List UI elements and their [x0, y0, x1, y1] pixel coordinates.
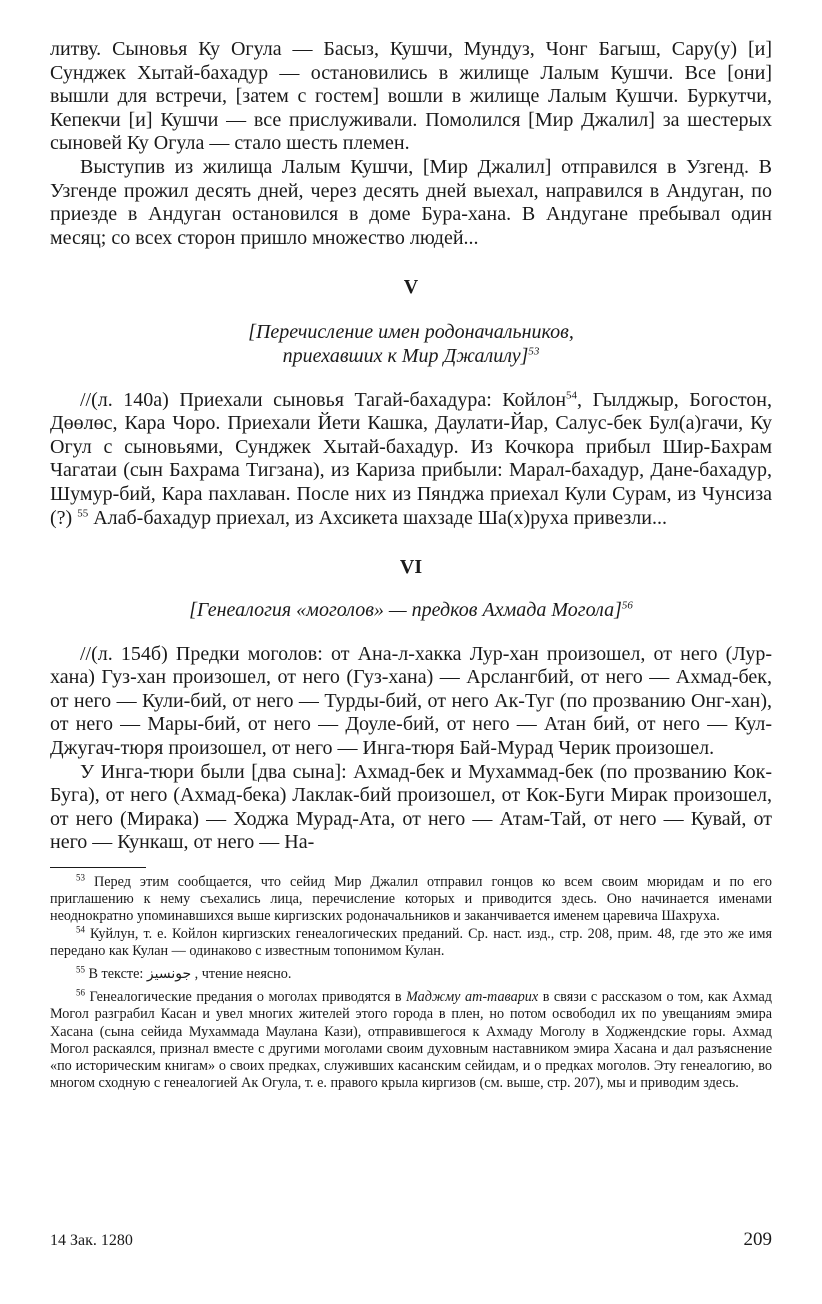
- footnote-54-text: Куйлун, т. е. Койлон киргизских генеалогических преданий. Ср. наст. изд., стр. 208, прим. 48, где это же имя передано как Кулан — одинаково с известным топонимом Кулан.: [50, 925, 772, 959]
- footnote-53: [50, 874, 772, 926]
- printer-signature: 14 Зак. 1280: [50, 1232, 133, 1249]
- section-5-paragraph: [50, 389, 772, 531]
- section-6-title: [50, 599, 772, 623]
- section-5-text-a: //(л. 140а) Приехали сыновья Тагай-бахадура: Койлон: [80, 388, 567, 411]
- footnote-55-arabic: جونسيز: [146, 966, 192, 983]
- footnote-55-text-a: В тексте:: [88, 966, 147, 983]
- section-6-paragraph-2: У Инга-тюри были [два сына]: Ахмад-бек и Мухаммад-бек (по прозванию Кок-Буга), от него (Ахмад-бека) Лаклак-бий произошел, от Кок-Буги Мирак произошел, от него (Мирака) — Ходжа Мурад-Ата, от него — Атам-Тай, от него — Кувай, от него — Кункаш, от него — На-: [50, 760, 772, 854]
- page-body: [50, 38, 772, 1092]
- footnote-54-number: 54: [76, 923, 85, 934]
- footnote-53-text: Перед этим сообщается, что сейид Мир Джалил отправил гонцов ко всем своим мюридам и по его приглашению к нему съехались лица, перечисление которых и приводится здесь. Оно начинается именами неоднократно упоминавшихся выше киргизских родоначальников и заканчивается именем царевича Шахруха.: [50, 874, 772, 925]
- footnote-55-number: 55: [76, 964, 85, 975]
- footnote-56-text-b: в связи с рассказом о том, как Ахмад Могол разграбил Касан и увел многих жителей этого города в плен, но потом освободил их по увещаниям эмира Хасана (сына сейида Мухаммада Маулана Кази), отправившегося к Ахмаду Моголу в Ходжендские горы. Ахмад Могол раскаялся, признал вместе с другими моголами своим духовным наставником эмира Хасана и дал разъяснение «по историческим книгам» о своих предках, служивших касанским сейидам, и о предках моголов. Эту генеалогию, во многом сходную с генеалогией Ак Огула, т. е. правого крыла киргизов (см. выше, стр. 207), мы и приводим здесь.: [50, 989, 773, 1092]
- footnote-56-text-a: Генеалогические предания о моголах приводятся в: [89, 989, 407, 1006]
- footnote-56-number: 56: [76, 987, 85, 998]
- footnote-ref-55: 55: [77, 506, 89, 519]
- section-6-title-text: [Генеалогия «моголов» — предков Ахмада Могола]: [189, 599, 622, 622]
- section-6-numeral: VI: [399, 556, 423, 579]
- page-number: 209: [743, 1229, 772, 1250]
- footnote-55: [50, 966, 772, 983]
- section-6-paragraph-1: //(л. 154б) Предки моголов: от Ана-л-хакка Лур-хан произошел, от него (Лур-хана) Гуз-хан произошел, от него (Гуз-хана) — Арслангбий, от него — Ахмад-бек, от него — Кули-бий, от него — Турды-бий, от него Ак-Туг (по прозванию Онг-хан), от него — Мары-бий, от него — Доуле-бий, от него — Атан бий, от него — Кул-Джугач-тюря произошел, от него — Инга-тюря Бай-Мурад Черик произошел.: [50, 642, 772, 760]
- footnote-ref-54: 54: [566, 388, 578, 401]
- footnote-ref-56: 56: [621, 599, 633, 612]
- section-5-text-b: , Гылджыр, Богостон, Дөөлөс, Кара Чоро. Приехали Йети Кашка, Даулати-Йар, Салус-бек Бул(а)гачи, Ку Огул с сыновьями, Сунджек Хытай-бахадур. Из Кочкора прибыл Шир-Бахрам Чагатаи (сын Бахрама Тигзана), из Кариза прибыли: Марал-бахадур, Дане-бахадур, Шумур-бий, Кара пахлаван. После них из Пянджа приехал Кули Сурам, из Чунсиза (?): [50, 388, 772, 529]
- footnote-54: [50, 923, 772, 960]
- intro-paragraph-1: литву. Сыновья Ку Огула — Басыз, Кушчи, Мундуз, Чонг Багыш, Сару(у) [и] Сунджек Хытай-бахадур — остановились в жилище Лалым Кушчи. Все [они] вышли для встречи, [затем с гостем] вошли в жилище Лалым Кушчи. Буркутчи, Кепекчи [и] Кушчи — все прислуживали. Помолился [Мир Джалил] за шестерых сыновей Ку Огула — стало шесть племен.: [50, 38, 772, 155]
- footnote-56: [50, 989, 772, 1092]
- footnote-55-text-b: , чтение неясно.: [191, 966, 292, 983]
- section-5-text-c: Алаб-бахадур приехал, из Ахсикета шахзаде Ша(х)руха привезли...: [88, 506, 667, 529]
- section-5-numeral: V: [403, 276, 419, 299]
- footnote-ref-53: 53: [528, 345, 540, 358]
- section-5-title: [50, 321, 772, 368]
- section-5-title-line-2: приехавших к Мир Джалилу]: [282, 344, 529, 367]
- footnote-56-italic: Маджму ат-таварих: [406, 989, 539, 1006]
- section-5-title-line-1: [Перечисление имен родоначальников,: [248, 321, 574, 344]
- intro-paragraph-2: Выступив из жилища Лалым Кушчи, [Мир Джалил] отправился в Узгенд. В Узгенде прожил десять дней, через десять дней выехал, направился в Андуган, по приезде в Андуган остановился в доме Бура-хана. В Андугане пребывал один месяц; со всех сторон пришло множество людей...: [50, 155, 772, 249]
- footnote-53-number: 53: [76, 872, 85, 883]
